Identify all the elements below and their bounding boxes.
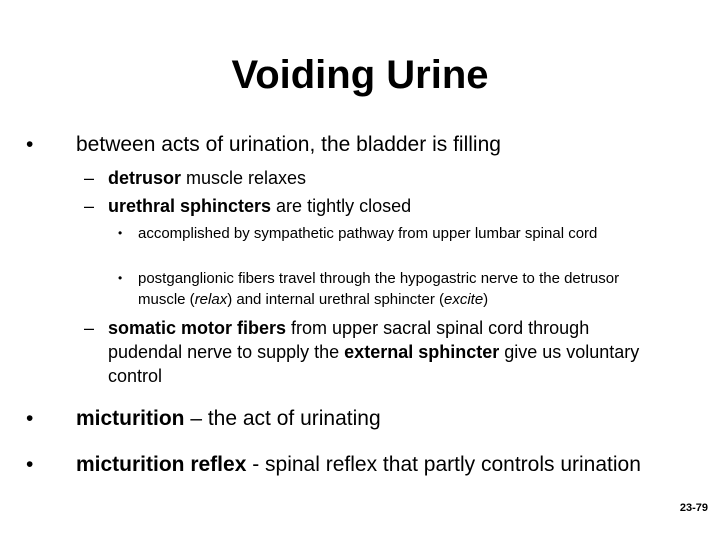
dash-marker: – — [84, 196, 95, 216]
dash-marker: – — [84, 318, 95, 338]
subbullet-text — [108, 194, 668, 218]
term-urethral-sphincters: urethral sphincters — [108, 196, 272, 216]
term-micturition-reflex: micturition reflex — [76, 453, 247, 476]
bullet-text: between acts of urination, the bladder is filling — [76, 133, 501, 156]
text-segment: - spinal reflex that partly controls urination — [246, 453, 641, 476]
text-segment: give us voluntary control — [108, 342, 640, 386]
term-excite: excite — [443, 291, 484, 308]
text-segment: postganglionic fibers travel through the hypogastric nerve to the detrusor muscle ( — [138, 270, 620, 308]
subbullet-rest: are tightly closed — [271, 196, 412, 216]
subbullet-rest: muscle relaxes — [181, 168, 307, 188]
term-micturition: micturition — [76, 407, 185, 430]
bullet-text — [76, 406, 676, 432]
bullet-marker: • — [118, 226, 123, 240]
bullet-marker: • — [118, 271, 123, 285]
term-relax: relax — [194, 291, 228, 308]
bullet-text — [76, 452, 646, 478]
page-number: 23-79 — [679, 502, 708, 514]
dash-marker: – — [84, 168, 95, 188]
bullet-marker: • — [26, 133, 34, 156]
text-segment: ) — [483, 291, 489, 308]
term-detrusor: detrusor — [108, 168, 182, 188]
subsubbullet-text: accomplished by sympathetic pathway from upper lumbar spinal cord — [138, 225, 598, 242]
subbullet-text — [108, 316, 668, 388]
bullet-marker: • — [26, 407, 34, 430]
text-segment: ) and internal urethral sphincter ( — [227, 291, 444, 308]
term-external-sphincter: external sphincter — [344, 342, 500, 362]
subbullet-text — [108, 166, 668, 190]
text-segment: – the act of urinating — [184, 407, 381, 430]
bullet-marker: • — [26, 453, 34, 476]
subsubbullet-text — [138, 268, 658, 310]
slide-title: Voiding Urine — [231, 53, 489, 97]
term-somatic-motor-fibers: somatic motor fibers — [108, 318, 287, 338]
text-segment: from upper sacral spinal cord through pudendal nerve to supply the — [108, 318, 590, 362]
